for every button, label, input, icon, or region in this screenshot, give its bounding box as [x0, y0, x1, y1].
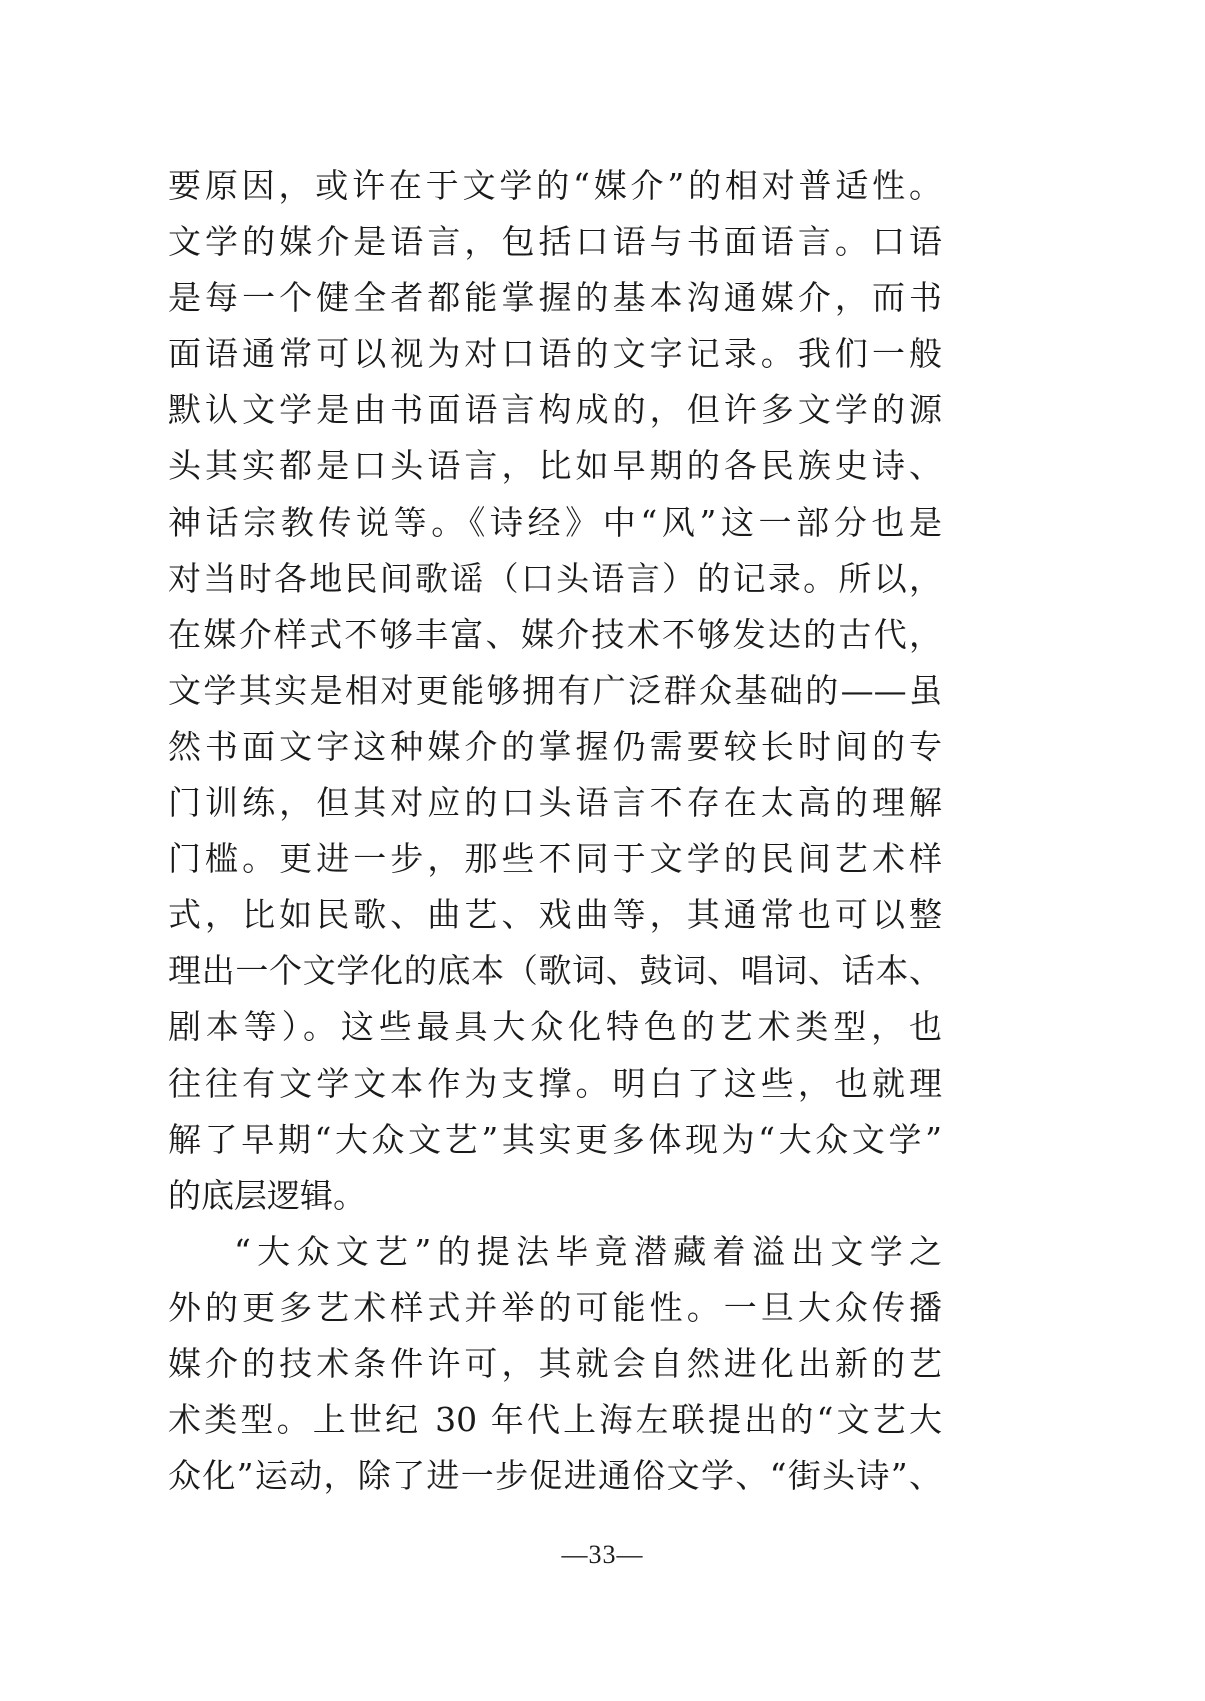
- text-line: 文学的媒介是语言，包括口语与书面语言。口语: [168, 222, 942, 262]
- text-line: 术类型。上世纪 30 年代上海左联提出的“文艺大: [168, 1400, 942, 1440]
- text-line: 然书面文字这种媒介的掌握仍需要较长时间的专: [168, 726, 942, 766]
- text-line: 在媒介样式不够丰富、媒介技术不够发达的古代，: [168, 614, 942, 654]
- paragraph-start-line: “大众文艺”的提法毕竟潜藏着溢出文学之: [234, 1231, 942, 1271]
- text-line: 面语通常可以视为对口语的文字记录。我们一般: [168, 334, 942, 374]
- text-line: 要原因，或许在于文学的“媒介”的相对普适性。: [168, 166, 942, 205]
- text-line: 剧本等）。这些最具大众化特色的艺术类型，也: [168, 1007, 942, 1047]
- text-line: 理出一个文学化的底本（歌词、鼓词、唱词、话本、: [168, 951, 942, 991]
- text-line: 的底层逻辑。: [168, 1175, 366, 1215]
- text-line: 文学其实是相对更能够拥有广泛群众基础的——虽: [168, 670, 942, 710]
- text-line: 外的更多艺术样式并举的可能性。一旦大众传播: [168, 1287, 942, 1327]
- text-line: 门槛。更进一步，那些不同于文学的民间艺术样: [168, 839, 942, 879]
- text-line: 是每一个健全者都能掌握的基本沟通媒介，而书: [168, 278, 942, 318]
- body-text: [168, 158, 942, 1504]
- text-line: 解了早期“大众文艺”其实更多体现为“大众文学”: [168, 1119, 942, 1159]
- text-line: 对当时各地民间歌谣（口头语言）的记录。所以，: [168, 558, 942, 598]
- text-line: 门训练，但其对应的口头语言不存在太高的理解: [168, 783, 942, 823]
- text-line: 众化”运动，除了进一步促进通俗文学、“街头诗”、: [168, 1456, 942, 1496]
- text-line: 式，比如民歌、曲艺、戏曲等，其通常也可以整: [168, 895, 942, 935]
- page-number: —33—: [561, 1540, 644, 1569]
- text-line: 往往有文学文本作为支撑。明白了这些，也就理: [168, 1063, 942, 1103]
- text-line: 头其实都是口头语言，比如早期的各民族史诗、: [168, 446, 942, 486]
- text-line: 默认文学是由书面语言构成的，但许多文学的源: [168, 390, 942, 430]
- text-line: 媒介的技术条件许可，其就会自然进化出新的艺: [168, 1343, 942, 1383]
- text-line: 神话宗教传说等。《诗经》中“风”这一部分也是: [168, 502, 942, 542]
